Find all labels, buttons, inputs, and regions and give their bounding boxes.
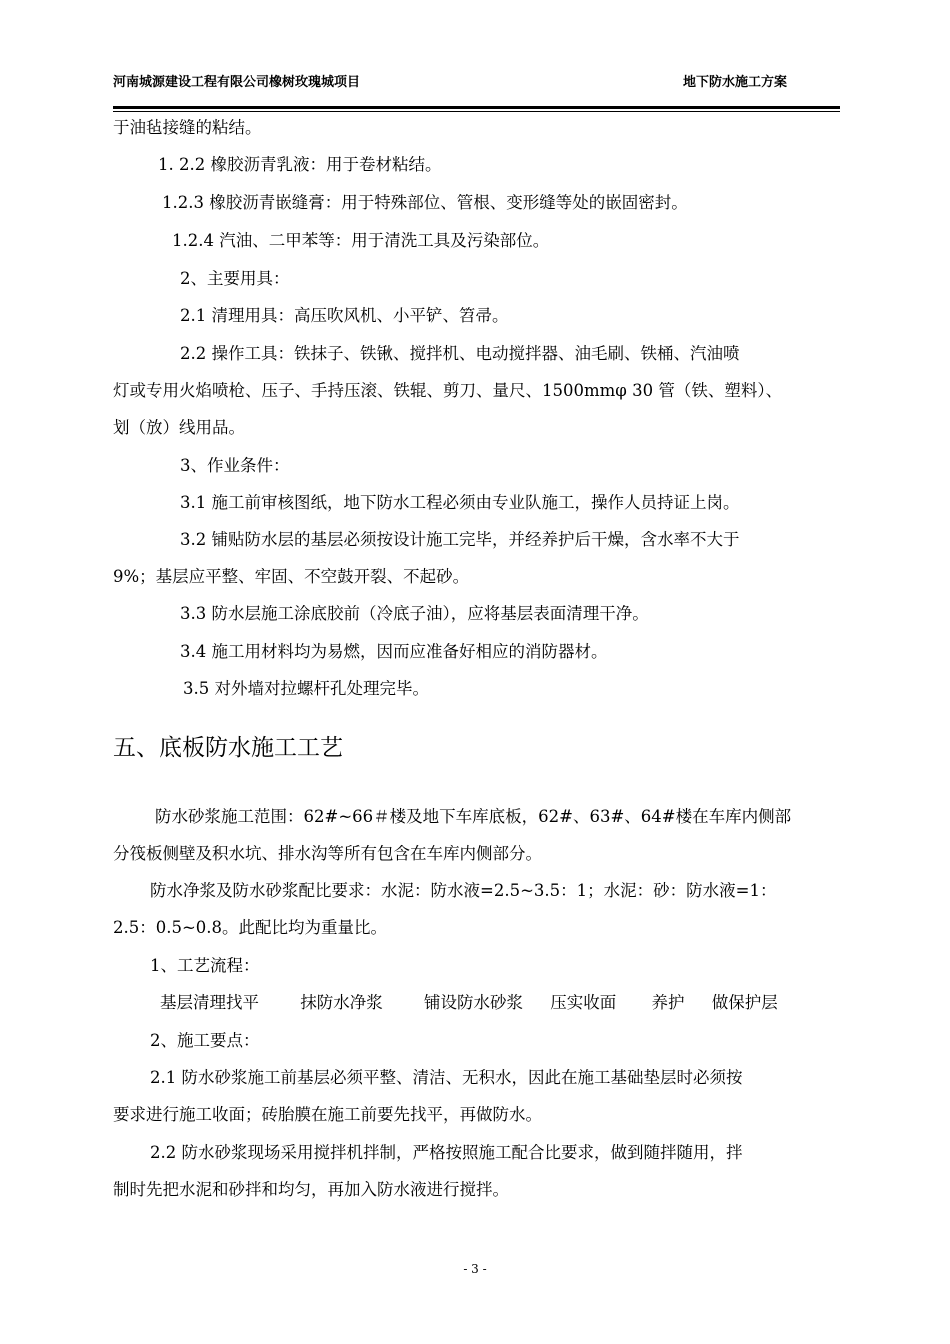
page-header-left: 河南城源建设工程有限公司橡树玫瑰城项目 [113,75,361,90]
page-header-right: 地下防水施工方案 [683,75,788,90]
text-line: 1. 2.2 橡胶沥青乳液：用于卷材粘结。 [158,155,442,174]
section-heading: 五、底板防水施工工艺 [113,735,343,761]
text-line: 要求进行施工收面；砖胎膜在施工前要先找平，再做防水。 [113,1105,542,1124]
text-line: 1.2.4 汽油、二甲苯等：用于清洗工具及污染部位。 [172,231,550,250]
text-line: 2.1 防水砂浆施工前基层必须平整、清洁、无积水，因此在施工基础垫层时必须按 [150,1068,743,1087]
text-line: 3.3 防水层施工涂底胶前（冷底子油），应将基层表面清理干净。 [180,604,649,623]
text-line: 制时先把水泥和砂拌和均匀，再加入防水液进行搅拌。 [113,1180,509,1199]
text-line: 9%；基层应平整、牢固、不空鼓开裂、不起砂。 [113,567,470,586]
text-line: 2.5：0.5~0.8。此配比均为重量比。 [113,918,388,937]
text-line: 灯或专用火焰喷枪、压子、手持压滚、铁辊、剪刀、量尺、1500mmφ 30 管（铁、塑料）、 [113,381,783,400]
text-line: 1、工艺流程： [150,956,260,975]
flow-step: 抹防水净浆 [300,993,383,1012]
text-line: 3.2 铺贴防水层的基层必须按设计施工完毕，并经养护后干燥，含水率不大于 [180,530,740,549]
text-line: 于油毡接缝的粘结。 [113,118,262,137]
flow-step: 基层清理找平 [160,993,259,1012]
text-line: 划（放）线用品。 [113,418,245,437]
flow-step: 铺设防水砂浆 [424,993,523,1012]
flow-step: 养护 [651,993,685,1012]
flow-step: 压实收面 [550,993,617,1012]
text-line: 分筏板侧壁及积水坑、排水沟等所有包含在车库内侧部分。 [113,844,542,863]
page-number: - 3 - [463,1262,487,1276]
text-line: 3、作业条件： [180,456,290,475]
text-line: 防水净浆及防水砂浆配比要求：水泥：防水液=2.5~3.5：1；水泥：砂：防水液=1： [150,881,777,900]
text-line: 1.2.3 橡胶沥青嵌缝膏：用于特殊部位、管根、变形缝等处的嵌固密封。 [162,193,688,212]
text-line: 2.1 清理用具：高压吹风机、小平铲、笤帚。 [180,306,509,325]
header-rule-thin [113,111,840,112]
text-line: 3.1 施工前审核图纸，地下防水工程必须由专业队施工，操作人员持证上岗。 [180,493,740,512]
text-line: 2、施工要点： [150,1031,260,1050]
header-rule [113,106,840,109]
text-line: 2、主要用具： [180,269,290,288]
text-line: 3.5 对外墙对拉螺杆孔处理完毕。 [183,679,429,698]
flow-step: 做保护层 [711,993,778,1012]
text-line: 2.2 防水砂浆现场采用搅拌机拌制，严格按照施工配合比要求，做到随拌随用，拌 [150,1143,743,1162]
text-line: 防水砂浆施工范围：62#~66＃楼及地下车库底板，62#、63#、64#楼在车库内侧部 [155,807,792,826]
text-line: 2.2 操作工具：铁抹子、铁锹、搅拌机、电动搅拌器、油毛刷、铁桶、汽油喷 [180,344,740,363]
process-flow [160,992,778,1014]
text-line: 3.4 施工用材料均为易燃，因而应准备好相应的消防器材。 [180,642,608,661]
